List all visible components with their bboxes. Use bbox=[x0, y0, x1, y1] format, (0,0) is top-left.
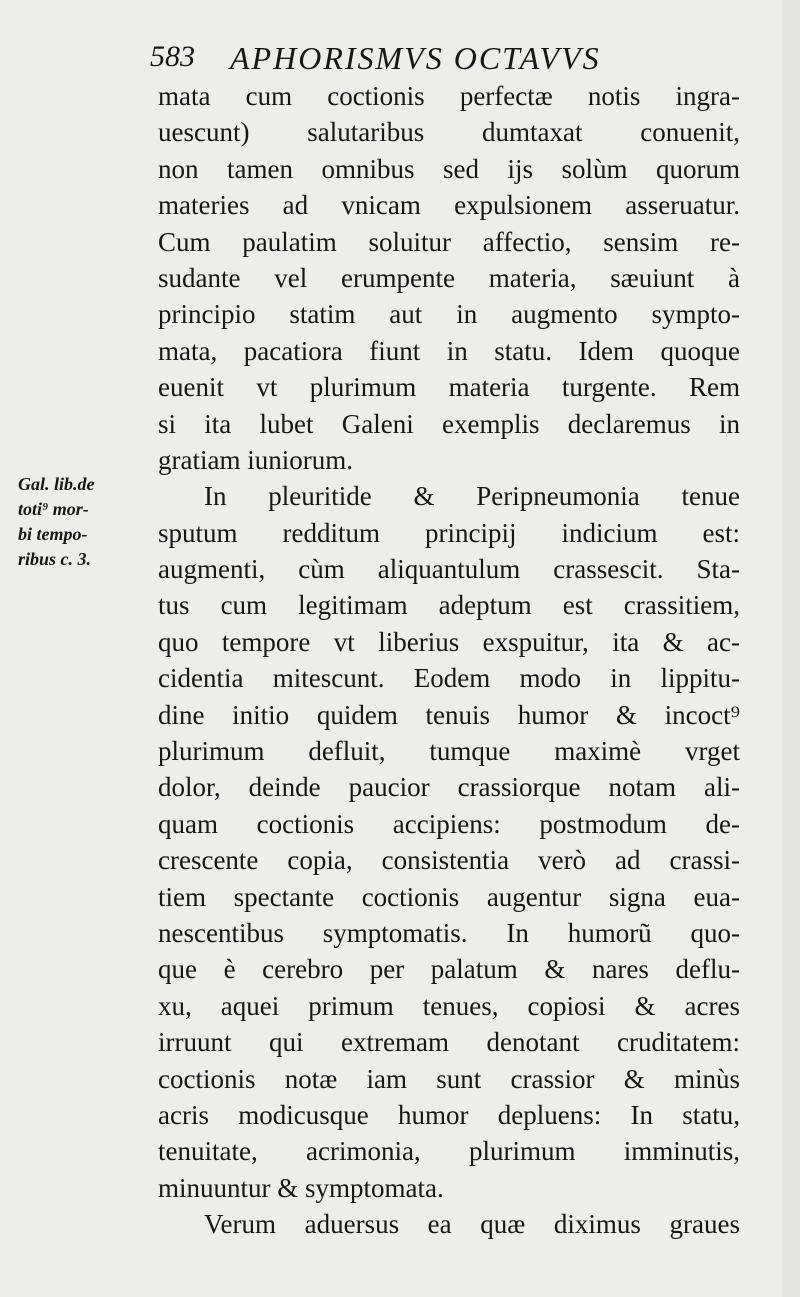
margin-note-line: Gal. lib.de bbox=[18, 474, 95, 494]
text-line: materies ad vnicam expulsionem asseruatur. bbox=[158, 190, 740, 221]
text-line: irruunt qui extremam denotant cruditatem: bbox=[158, 1027, 740, 1058]
text-line: dolor, deinde paucior crassiorque notam ali- bbox=[158, 772, 740, 803]
text-line: Cum paulatim soluitur affectio, sensim re- bbox=[158, 226, 740, 257]
body-text bbox=[158, 78, 740, 1243]
text-line: quam coctionis accipiens: postmodum de- bbox=[158, 808, 740, 839]
running-title: APHORISMVS OCTAVVS bbox=[230, 40, 601, 76]
text-line: non tamen omnibus sed ijs solùm quorum bbox=[158, 153, 740, 184]
text-line: tiem spectante coctionis augentur signa eua- bbox=[158, 881, 740, 912]
text-line: quo tempore vt liberius exspuitur, ita & ac- bbox=[158, 626, 740, 657]
text-line: sudante vel erumpente materia, sæuiunt à bbox=[158, 262, 740, 293]
text-line: augmenti, cùm aliquantulum crassescit. Sta- bbox=[158, 554, 740, 585]
text-line: coctionis notæ iam sunt crassior & minùs bbox=[158, 1063, 740, 1094]
text-line: uescunt) salutaribus dumtaxat conuenit, bbox=[158, 117, 740, 148]
text-line: principio statim aut in augmento sympto- bbox=[158, 299, 740, 330]
text-line: si ita lubet Galeni exemplis declaremus in bbox=[158, 408, 740, 439]
text-line: cidentia mitescunt. Eodem modo in lippitu- bbox=[158, 663, 740, 694]
text-line: tus cum legitimam adeptum est crassitiem, bbox=[158, 590, 740, 621]
text-line: acris modicusque humor depluens: In statu, bbox=[158, 1099, 740, 1130]
text-line: xu, aquei primum tenues, copiosi & acres bbox=[158, 990, 740, 1021]
text-line: Verum aduersus ea quæ diximus graues bbox=[204, 1209, 740, 1240]
text-line: crescente copia, consistentia verò ad crassi- bbox=[158, 845, 740, 876]
margin-note-line: ribus c. 3. bbox=[18, 549, 92, 569]
text-line: tenuitate, acrimonia, plurimum imminutis, bbox=[158, 1136, 740, 1167]
text-line: euenit vt plurimum materia turgente. Rem bbox=[158, 372, 740, 403]
text-line: mata, pacatiora fiunt in statu. Idem quoque bbox=[158, 335, 740, 366]
text-line: gratiam iuniorum. bbox=[158, 444, 353, 475]
text-line: plurimum defluit, tumque maximè vrget bbox=[158, 736, 740, 767]
text-line: sputum redditum principij indicium est: bbox=[158, 517, 740, 548]
page-header bbox=[150, 38, 750, 82]
page-number: 583 bbox=[150, 40, 195, 73]
text-line: dine initio quidem tenuis humor & incoct⁹ bbox=[158, 699, 740, 730]
margin-note bbox=[18, 472, 158, 572]
text-line: In pleuritide & Peripneumonia tenue bbox=[204, 481, 740, 512]
text-line: que è cerebro per palatum & nares deflu- bbox=[158, 954, 740, 985]
margin-note-line: bi tempo- bbox=[18, 524, 88, 544]
margin-note-line: toti⁹ mor- bbox=[18, 499, 89, 519]
text-line: nescentibus symptomatis. In humorũ quo- bbox=[158, 917, 740, 948]
text-line: mata cum coctionis perfectæ notis ingra- bbox=[158, 81, 740, 111]
text-line: minuuntur & symptomata. bbox=[158, 1172, 444, 1203]
page-edge-shadow bbox=[782, 0, 800, 1297]
